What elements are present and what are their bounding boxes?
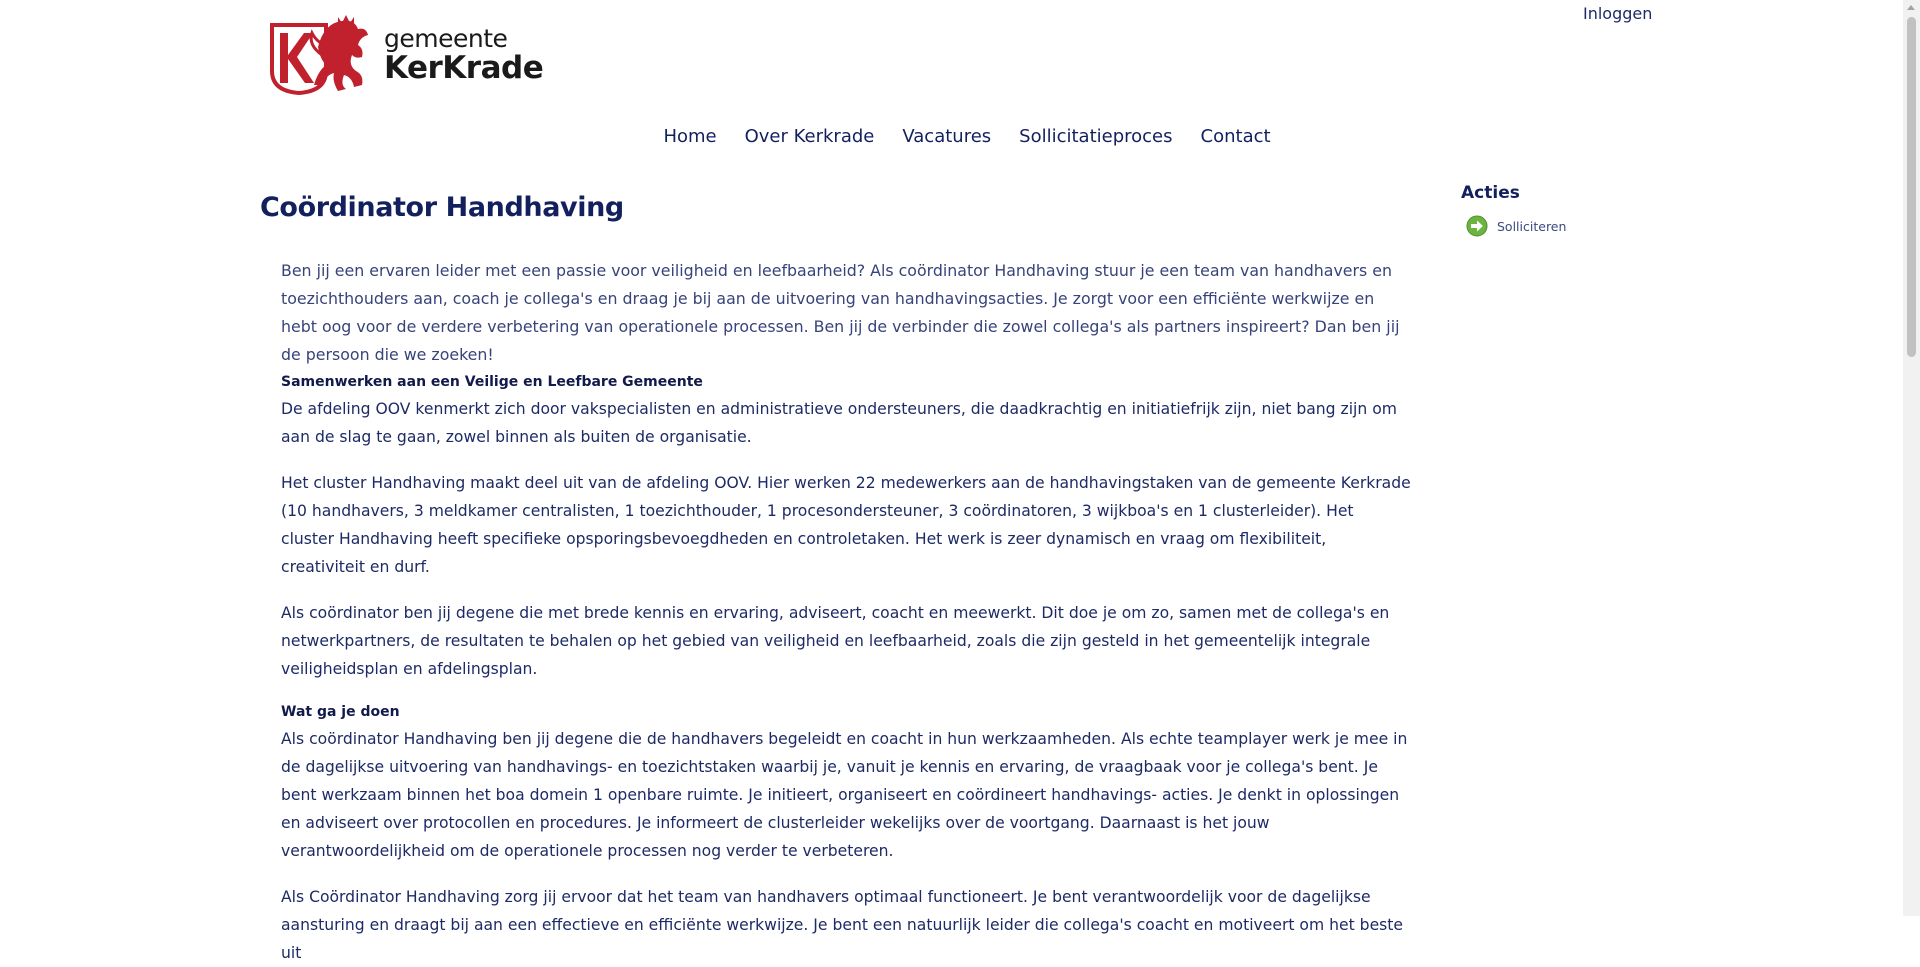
intro-paragraph: Ben jij een ervaren leider met een passie voor veiligheid en leefbaarheid? Als coördinator Handhaving stuur je een team van handhavers en toezichthouders aan, coach je collega's en draag je bij aan de uitvoering van handhavingsacties. Je zorgt voor een efficiënte werkwijze en hebt oog voor de verdere verbetering van operationele processen. Ben jij de verbinder die zowel collega's als partners inspireert? Dan ben jij de persoon die we zoeken!	[281, 261, 1400, 364]
nav-item-over-kerkrade[interactable]: Over Kerkrade	[744, 126, 875, 147]
kerkrade-crest-icon	[268, 15, 376, 95]
sidebar-title: Acties	[1461, 183, 1520, 203]
site-logo[interactable]	[268, 14, 544, 96]
section-heading-samenwerken: Samenwerken aan een Veilige en Leefbare Gemeente	[281, 374, 703, 390]
paragraph-team: Als Coördinator Handhaving zorg jij ervoor dat het team van handhavers optimaal functioneert. Je bent verantwoordelijk voor de dagelijkse aansturing en draagt bij aan een effectieve en efficiënte werkwijze. Je bent een natuurlijk leider die collega's coacht en motiveert om het beste uit	[281, 888, 1403, 962]
main-nav	[0, 124, 1920, 150]
paragraph-afdeling: De afdeling OOV kenmerkt zich door vakspecialisten en administratieve ondersteuners, die daadkrachtig en initiatiefrijk zijn, niet bang zijn om aan de slag te gaan, zowel binnen als buiten de organisatie.	[281, 400, 1397, 446]
nav-item-contact[interactable]: Contact	[1200, 126, 1271, 147]
page-title: Coördinator Handhaving	[260, 192, 624, 223]
nav-item-vacatures[interactable]: Vacatures	[902, 126, 992, 147]
section-heading-wat-ga-je-doen: Wat ga je doen	[281, 704, 400, 720]
job-description	[281, 257, 1411, 967]
login-link[interactable]: Inloggen	[1583, 4, 1653, 23]
scroll-up-arrow-icon[interactable]	[1907, 5, 1915, 10]
logo-text	[384, 26, 543, 84]
paragraph-taken: Als coördinator Handhaving ben jij degene die de handhavers begeleidt en coacht in hun werkzaamheden. Als echte teamplayer werk je mee in de dagelijkse uitvoering van handhavings- en toezichtstaken waarbij je, vanuit je kennis en ervaring, de vraagbaak voor je collega's bent. Je bent werkzaam binnen het boa domein 1 openbare ruimte. Je initieert, organiseert en coördineert handhavings- acties. Je denkt in oplossingen en adviseert over protocollen en procedures. Je informeert de clusterleider wekelijks over de voortgang. Daarnaast is het jouw verantwoordelijkheid om de operationele processen nog verder te verbeteren.	[281, 730, 1408, 860]
paragraph-coordinator: Als coördinator ben jij degene die met brede kennis en ervaring, adviseert, coacht en meewerkt. Dit doe je om zo, samen met de collega's en netwerkpartners, de resultaten te behalen op het gebied van veiligheid en leefbaarheid, zoals die zijn gesteld in het gemeentelijk integrale veiligheidsplan en afdelingsplan.	[281, 604, 1390, 678]
scrollbar-thumb[interactable]	[1907, 17, 1916, 357]
paragraph-cluster: Het cluster Handhaving maakt deel uit van de afdeling OOV. Hier werken 22 medewerkers aan de handhavingstaken van de gemeente Kerkrade (10 handhavers, 3 meldkamer centralisten, 1 toezichthouder, 1 procesondersteuner, 3 coördinatoren, 3 wijkboa's en 1 clusterleider). Het cluster Handhaving heeft specifieke opsporingsbevoegdheden en controletaken. Het werk is zeer dynamisch en vraag om flexibiliteit, creativiteit en durf.	[281, 474, 1411, 576]
nav-item-home[interactable]: Home	[663, 126, 717, 147]
actions-sidebar	[1461, 180, 1661, 237]
logo-line-1: gemeente	[384, 24, 508, 53]
apply-label: Solliciteren	[1497, 218, 1567, 234]
logo-line-2: KerKrade	[384, 50, 544, 86]
apply-button[interactable]	[1466, 215, 1661, 237]
nav-item-sollicitatieproces[interactable]: Sollicitatieproces	[1019, 126, 1173, 147]
arrow-right-circle-icon	[1466, 215, 1488, 237]
page-scrollbar[interactable]	[1903, 0, 1920, 916]
